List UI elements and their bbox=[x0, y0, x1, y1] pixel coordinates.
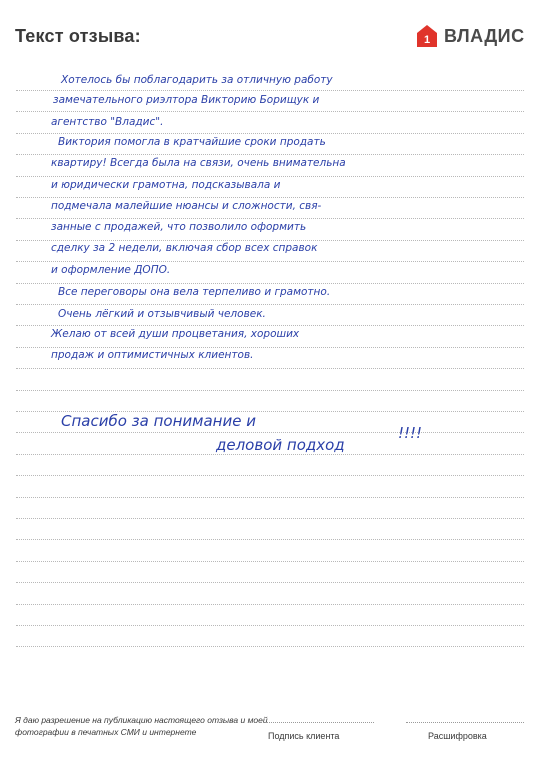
ruled-line bbox=[16, 154, 524, 155]
review-line: Хотелось бы поблагодарить за отличную работу bbox=[61, 74, 333, 86]
ruled-line bbox=[16, 133, 524, 134]
decoding-label: Расшифровка bbox=[428, 731, 487, 741]
ruled-line bbox=[16, 368, 524, 369]
ruled-line bbox=[16, 582, 524, 583]
ruled-line bbox=[16, 218, 524, 219]
signature-line bbox=[266, 722, 374, 723]
review-line: сделку за 2 недели, включая сбор всех справок bbox=[51, 242, 318, 254]
ruled-line bbox=[16, 432, 524, 433]
thanks-line: Спасибо за понимание и bbox=[61, 412, 256, 430]
review-line: Виктория помогла в кратчайшие сроки продать bbox=[58, 136, 326, 148]
ruled-line bbox=[16, 518, 524, 519]
ruled-line bbox=[16, 90, 524, 91]
review-line: Очень лёгкий и отзывчивый человек. bbox=[58, 308, 266, 320]
review-line: квартиру! Всегда была на связи, очень внимательна bbox=[51, 157, 346, 169]
ruled-line bbox=[16, 283, 524, 284]
review-line: Все переговоры она вела терпеливо и грамотно. bbox=[58, 286, 331, 298]
ruled-line bbox=[16, 390, 524, 391]
logo-mark-number: 1 bbox=[423, 34, 431, 46]
ruled-line bbox=[16, 240, 524, 241]
review-line: занные с продажей, что позволило оформить bbox=[51, 221, 307, 233]
ruled-line bbox=[16, 625, 524, 626]
brand-name: ВЛАДИС bbox=[444, 25, 525, 46]
review-line: подмечала малейшие нюансы и сложности, свя- bbox=[51, 200, 322, 212]
ruled-line bbox=[16, 325, 524, 326]
review-line: и юридически грамотна, подсказывала и bbox=[51, 179, 281, 191]
publication-consent-text: Я даю разрешение на публикацию настоящего отзыва и моей фотографии в печатных СМИ и интернете bbox=[15, 715, 268, 737]
ruled-line bbox=[16, 197, 524, 198]
decoding-line bbox=[406, 722, 524, 723]
review-line: агентство "Владис". bbox=[51, 116, 164, 128]
ruled-line bbox=[16, 646, 524, 647]
ruled-line bbox=[16, 111, 524, 112]
signature-label: Подпись клиента bbox=[268, 731, 340, 741]
ruled-line bbox=[16, 347, 524, 348]
ruled-line bbox=[16, 261, 524, 262]
review-line: продаж и оптимистичных клиентов. bbox=[51, 349, 254, 361]
thanks-line-second: деловой подход bbox=[216, 436, 345, 454]
ruled-line bbox=[16, 176, 524, 177]
house-logo-icon bbox=[416, 24, 438, 48]
thanks-exclamations: !!!! bbox=[398, 424, 423, 442]
form-title: Текст отзыва: bbox=[15, 26, 141, 46]
ruled-line bbox=[16, 604, 524, 605]
ruled-line bbox=[16, 475, 524, 476]
review-line: замечательного риэлтора Викторию Борищук и bbox=[53, 94, 320, 106]
review-line: Желаю от всей души процветания, хороших bbox=[51, 328, 300, 340]
ruled-line bbox=[16, 561, 524, 562]
ruled-line bbox=[16, 497, 524, 498]
ruled-line bbox=[16, 539, 524, 540]
ruled-line bbox=[16, 304, 524, 305]
brand-logo bbox=[416, 24, 525, 48]
review-line: и оформление ДОПО. bbox=[51, 264, 171, 276]
